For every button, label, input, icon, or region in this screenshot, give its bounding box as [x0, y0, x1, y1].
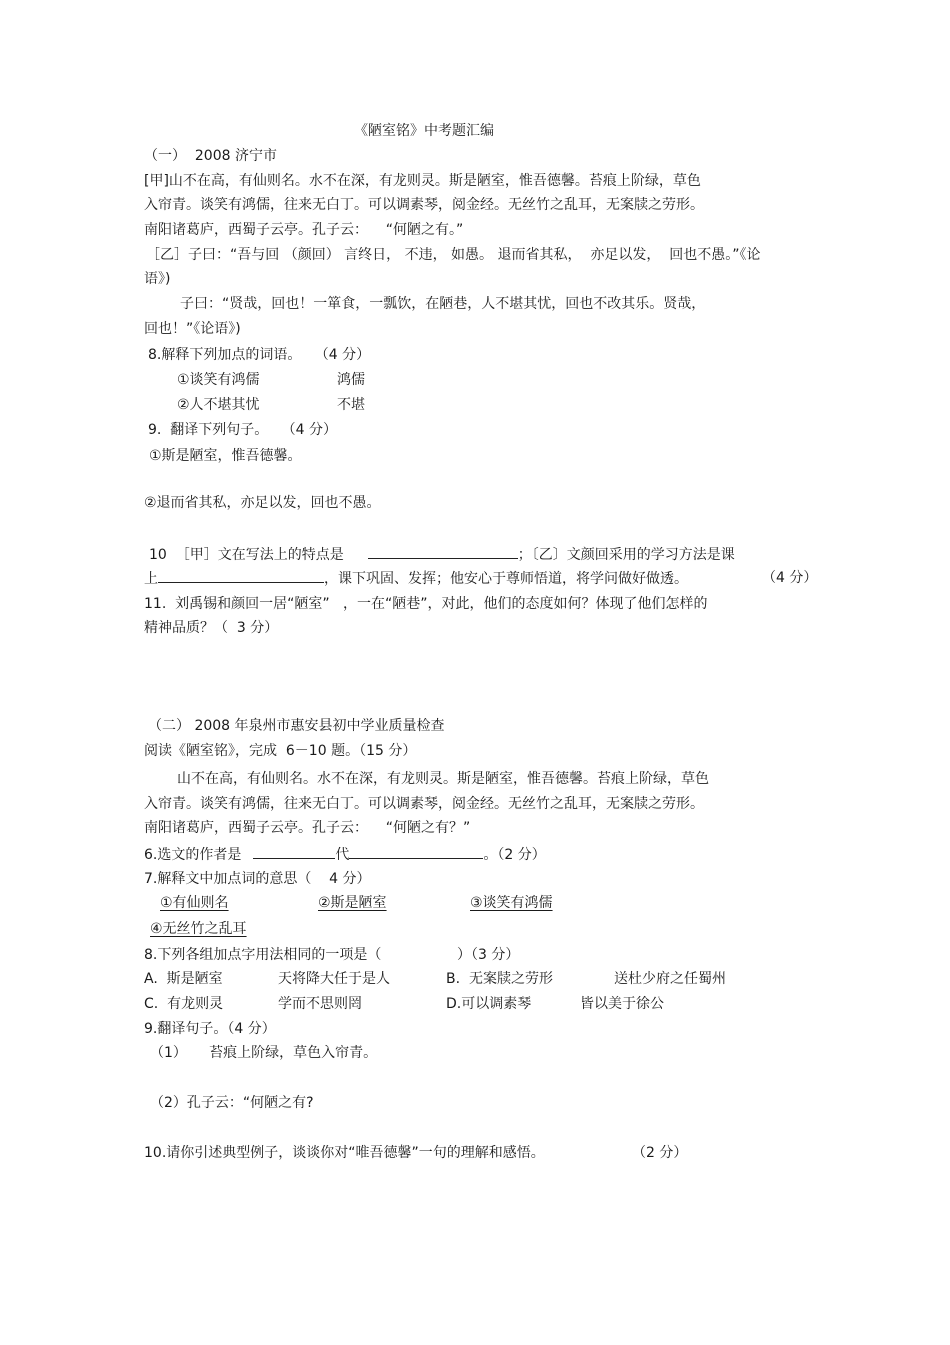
option-a-label: A. 斯是陋室 — [144, 971, 223, 987]
q11-line-2: 精神品质？（ 3 分） — [144, 620, 279, 636]
q7-item-2: ②斯是陋室 — [318, 895, 387, 911]
q9-2-stem: 9.翻译句子。（4 分） — [144, 1021, 276, 1037]
q10-part-1: 10 ［甲］文在写法上的特点是 — [149, 547, 344, 563]
jia-text-line-3: 南阳诸葛庐，西蜀子云亭。孔子云： “何陋之有。” — [144, 222, 464, 238]
jia-text-line-2: 入帘青。谈笑有鸿儒，往来无白丁。可以调素琴，阅金经。无丝竹之乱耳，无案牍之劳形。 — [144, 197, 704, 213]
yi-text-line-1: ［乙］子曰：“吾与回 （颜回） 言终日， 不违， 如愚。 退而省其私， 亦足以发， 回也不愚。”《论 — [146, 247, 761, 263]
option-a-pair: 天将降大任于是人 — [278, 971, 390, 987]
q10-blank-1[interactable] — [368, 544, 518, 559]
q8-item-1-sentence: ①谈笑有鸿儒 — [177, 372, 260, 388]
q6-part-3: 。（2 分） — [483, 847, 546, 863]
q10-line-1 — [149, 544, 735, 565]
option-d-label: D.可以调素琴 — [446, 996, 532, 1012]
q6-blank-1[interactable] — [253, 844, 335, 859]
q10-2-score: （2 分） — [632, 1145, 688, 1161]
q8-item-2-sentence: ②人不堪其忧 — [177, 397, 260, 413]
q7-item-1: ①有仙则名 — [160, 895, 229, 911]
option-d-pair: 皆以美于徐公 — [580, 996, 664, 1012]
yi-text-2-line-1: 子曰：“贤哉，回也！一箪食，一瓢饮，在陋巷，人不堪其忧，回也不改其乐。贤哉， — [180, 296, 706, 312]
option-b-pair: 送杜少府之任蜀州 — [614, 971, 726, 987]
q10-part-4: ，课下巩固、发挥；他安心于尊师悟道，将学问做好做透。 — [324, 571, 688, 587]
q8-item-2-word: 不堪 — [337, 397, 365, 413]
q6-part-1: 6.选文的作者是 — [144, 847, 242, 863]
option-c-pair: 学而不思则罔 — [278, 996, 362, 1012]
passage-line-2: 入帘青。谈笑有鸿儒，往来无白丁。可以调素琴，阅金经。无丝竹之乱耳，无案牍之劳形。 — [144, 796, 704, 812]
q11-line-1: 11. 刘禹锡和颜回一居“陋室” ，一在“陋巷”，对此，他们的态度如何？体现了他们怎样的 — [144, 596, 708, 612]
q9-2-item-2: （2）孔子云：“何陋之有? — [150, 1095, 314, 1111]
q10-blank-2[interactable] — [158, 568, 324, 583]
yi-text-line-2: 语》) — [144, 271, 171, 287]
yi-text-2-line-2: 回也！”《论语》) — [144, 321, 241, 337]
passage-line-1: 山不在高，有仙则名。水不在深，有龙则灵。斯是陋室，惟吾德馨。苔痕上阶绿，草色 — [177, 771, 709, 787]
section-1-heading: （一） 2008 济宁市 — [144, 148, 277, 164]
q9-stem: 9. 翻译下列句子。 （4 分） — [148, 422, 337, 438]
section-2-intro: 阅读《陋室铭》，完成 6－10 题。（15 分） — [144, 743, 417, 759]
q6-line — [144, 844, 546, 865]
q10-part-2: ；〔乙〕文颜回采用的学习方法是课 — [517, 547, 735, 563]
q9-item-2: ②退而省其私，亦足以发，回也不愚。 — [144, 495, 381, 511]
q7-stem: 7.解释文中加点词的意思（ 4 分） — [144, 871, 371, 887]
passage-line-3: 南阳诸葛庐，西蜀子云亭。孔子云： “何陋之有？” — [144, 820, 471, 836]
q7-item-4: ④无丝竹之乱耳 — [150, 921, 247, 937]
q10-score: （4 分） — [762, 570, 818, 586]
q10-part-3: 上 — [144, 571, 158, 587]
q10-2-stem: 10.请你引述典型例子，谈谈你对“唯吾德馨”一句的理解和感悟。 — [144, 1145, 545, 1161]
option-b-label: B. 无案牍之劳形 — [446, 971, 553, 987]
jia-text-line-1: [甲]山不在高，有仙则名。水不在深，有龙则灵。斯是陋室，惟吾德馨。苔痕上阶绿，草色 — [144, 173, 701, 189]
q7-item-3: ③谈笑有鸿儒 — [470, 895, 553, 911]
option-c-label: C. 有龙则灵 — [144, 996, 224, 1012]
q8-2-stem: 8.下列各组加点字用法相同的一项是（ ）（3 分） — [144, 947, 520, 963]
q9-item-1: ①斯是陋室，惟吾德馨。 — [149, 448, 302, 464]
q6-part-2: 代 — [335, 847, 350, 863]
q10-line-2 — [144, 568, 688, 589]
page-title: 《陋室铭》中考题汇编 — [354, 123, 494, 139]
q6-blank-2[interactable] — [349, 844, 483, 859]
q8-item-1-word: 鸿儒 — [337, 372, 365, 388]
section-2-heading: （二） 2008 年泉州市惠安县初中学业质量检查 — [148, 718, 445, 734]
q8-stem: 8.解释下列加点的词语。 （4 分） — [148, 347, 371, 363]
q9-2-item-1: （1） 苔痕上阶绿，草色入帘青。 — [150, 1045, 378, 1061]
